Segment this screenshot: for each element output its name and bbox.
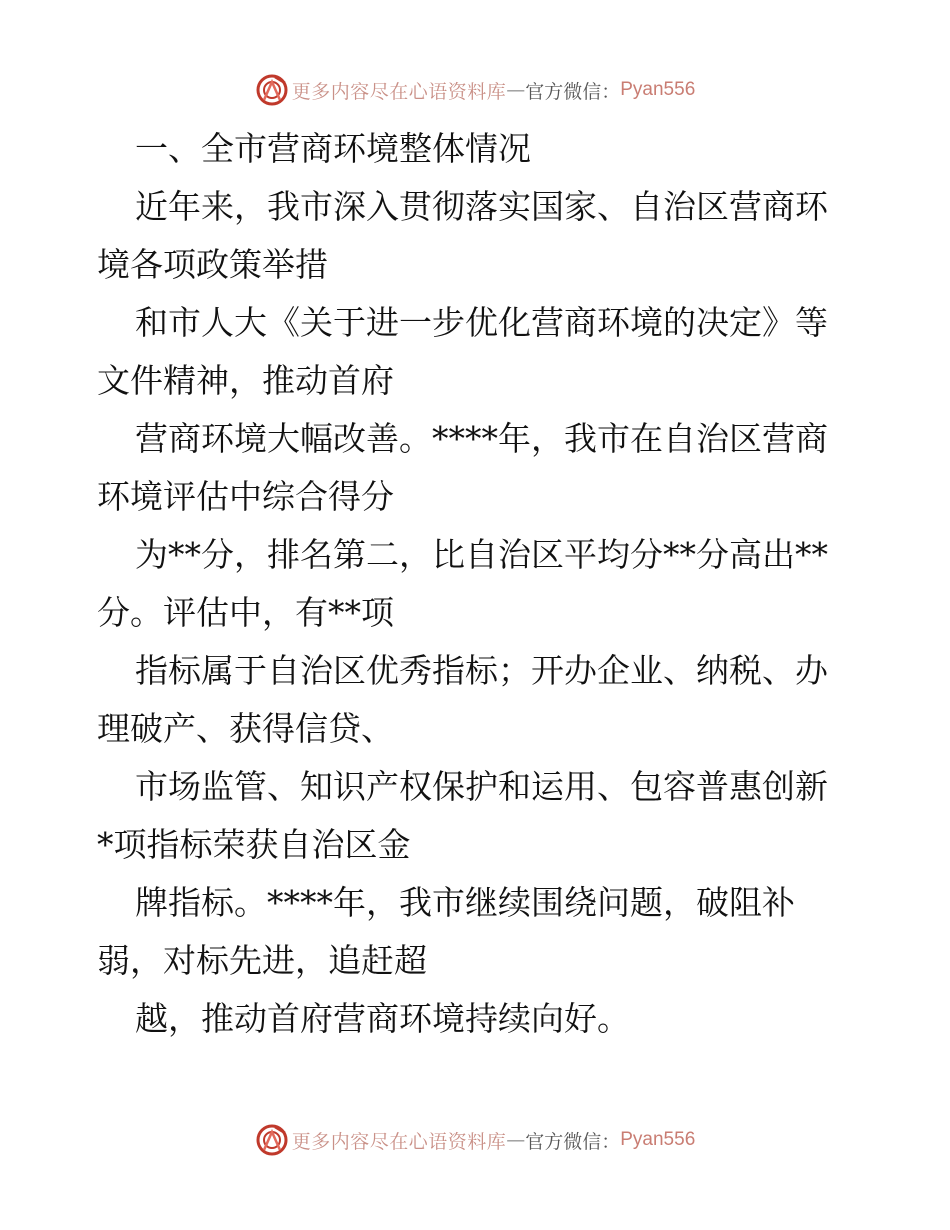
watermark-brand: 更多内容尽在心语资料库 — [291, 1130, 507, 1153]
paragraph-line-indented: 为**分，排名第二，比自治区平均分**分高出** — [135, 535, 828, 574]
paragraph-line: 文件精神，推动首府 — [97, 361, 394, 400]
paragraph-line-indented: 近年来，我市深入贯彻落实国家、自治区营商环 — [135, 187, 828, 226]
paragraph-line: 环境评估中综合得分 — [97, 477, 394, 516]
watermark-wechat-label: 官方微信： — [525, 80, 621, 103]
paragraph-line: *项指标荣获自治区金 — [97, 825, 411, 864]
paragraph-line: 理破产、获得信贷、 — [97, 709, 394, 748]
paragraph-line: 分。评估中，有**项 — [97, 593, 394, 632]
paragraph-line-indented: 牌指标。****年，我市继续围绕问题，破阻补 — [135, 883, 795, 922]
ribbon-seal-icon — [255, 73, 289, 107]
footer-watermark — [0, 1123, 950, 1157]
watermark-wechat-label: 官方微信： — [525, 1130, 621, 1153]
watermark-separator: — — [506, 79, 526, 101]
paragraph-line: 境各项政策举措 — [97, 245, 328, 284]
watermark-separator: — — [506, 1129, 526, 1151]
header-watermark — [0, 73, 950, 107]
paragraph-line-indented: 和市人大《关于进一步优化营商环境的决定》等 — [135, 303, 828, 342]
paragraph-line-indented: 指标属于自治区优秀指标；开办企业、纳税、办 — [135, 651, 828, 690]
watermark-brand: 更多内容尽在心语资料库 — [291, 80, 507, 103]
paragraph-line: 弱，对标先进，追赶超 — [97, 941, 427, 980]
paragraph-line-indented: 越，推动首府营商环境持续向好。 — [135, 999, 630, 1038]
ribbon-seal-icon — [255, 1123, 289, 1157]
paragraph-line-indented: 营商环境大幅改善。****年，我市在自治区营商 — [135, 419, 828, 458]
paragraph-line-indented: 一、全市营商环境整体情况 — [135, 129, 531, 168]
watermark-wechat-id: Pyan556 — [620, 1129, 696, 1150]
paragraph-line-indented: 市场监管、知识产权保护和运用、包容普惠创新 — [135, 767, 828, 806]
document-body — [97, 120, 857, 1048]
watermark-wechat-id: Pyan556 — [620, 79, 696, 100]
